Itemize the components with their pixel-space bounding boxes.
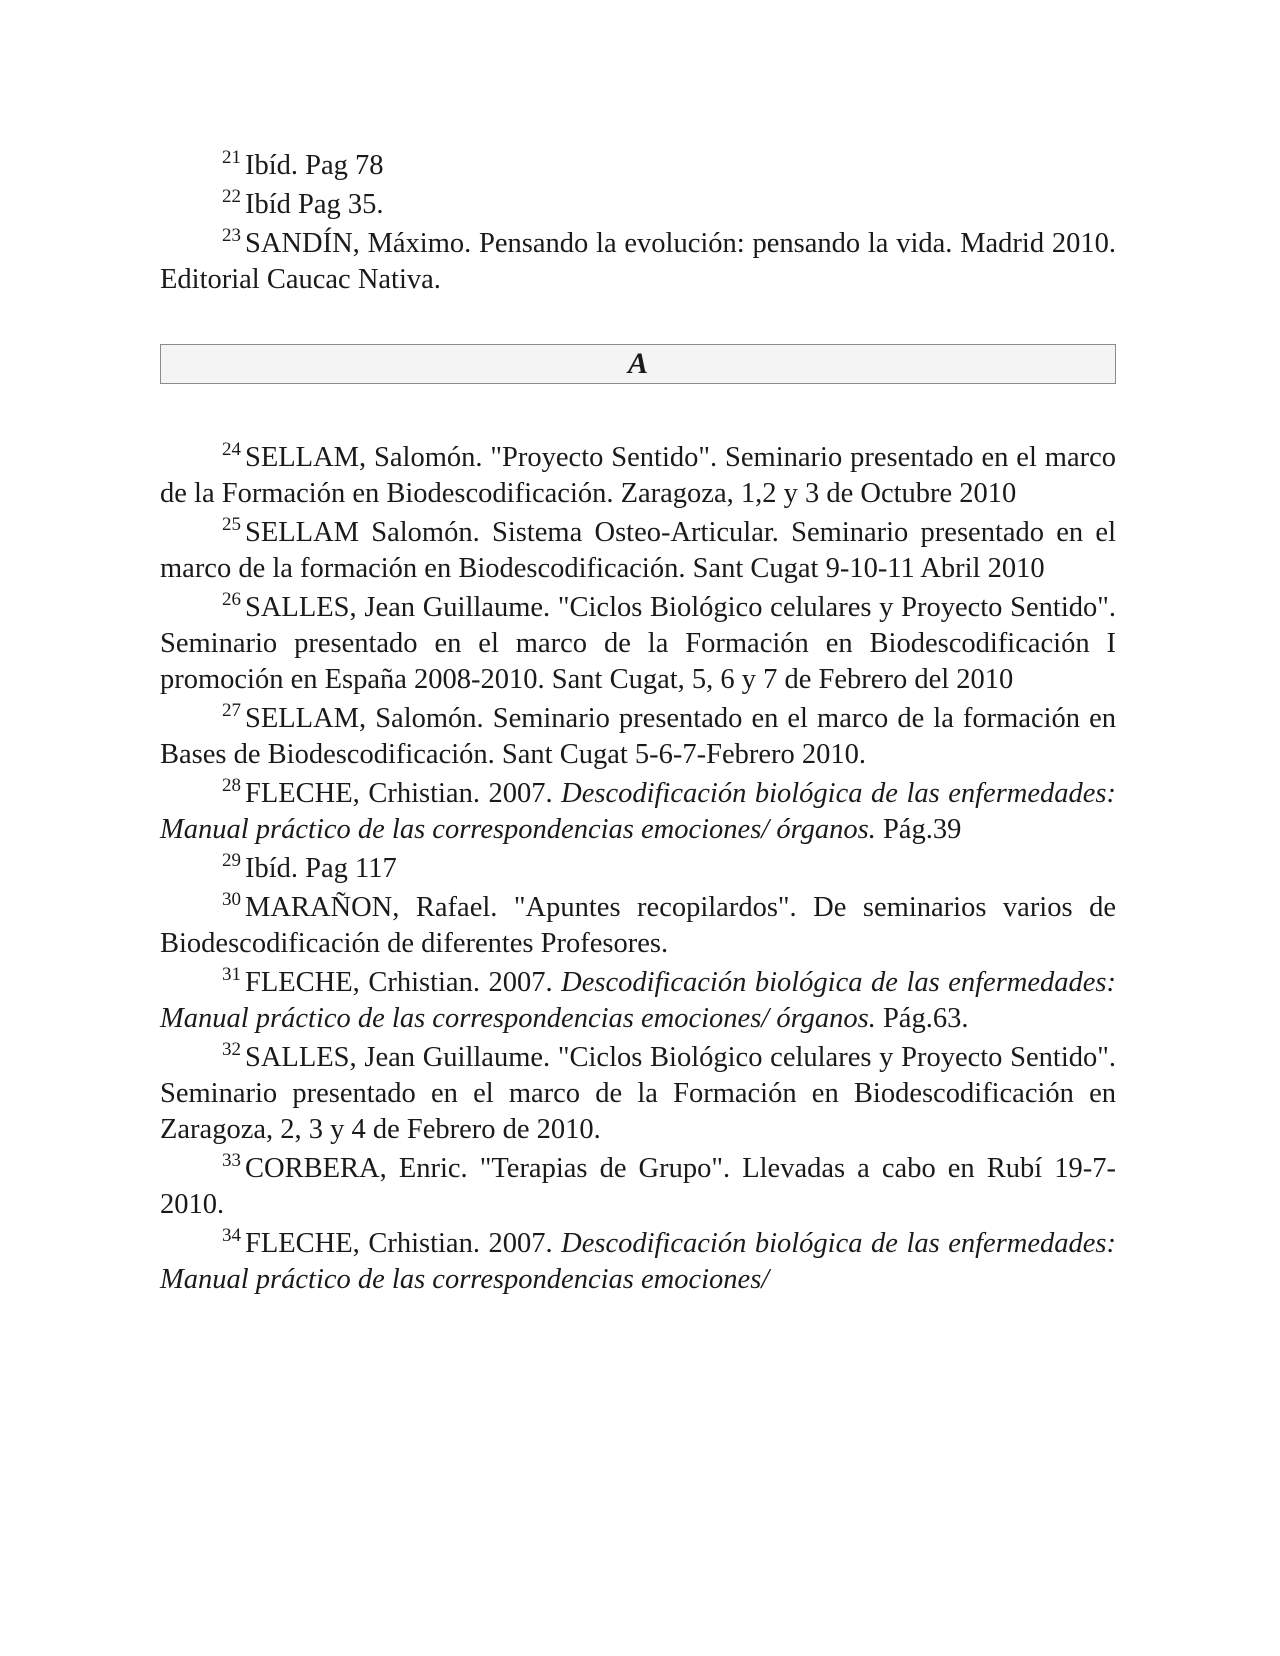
footnote-text: SELLAM Salomón. Sistema Osteo-Articular. Seminario presentado en el marco de la formación en Biodescodificación. Sant Cugat 9-10-11 Abril 2010: [160, 517, 1116, 584]
page-reference: Pág.39: [882, 814, 962, 845]
footnote-number: 30: [222, 889, 241, 910]
footnote-text: Ibíd Pag 35.: [245, 189, 384, 220]
book-title: Descodificación biológica de las enfermedades: Manual práctico de las correspondencias emociones/: [160, 1228, 1117, 1295]
footnote-33: [160, 1151, 1116, 1223]
document-page: [160, 148, 1116, 1301]
footnote-text: SALLES, Jean Guillaume. "Ciclos Biológico celulares y Proyecto Sentido". Seminario presentado en el marco de la Formación en Biodescodificación en Zaragoza, 2, 3 y 4 de Febrero de 2010.: [160, 1042, 1116, 1145]
footnote-number: 31: [222, 964, 241, 985]
footnote-text: Ibíd. Pag 78: [245, 150, 384, 181]
footnote-number: 25: [222, 514, 241, 535]
footnote-text: SELLAM, Salomón. Seminario presentado en el marco de la formación en Bases de Biodescodificación. Sant Cugat 5-6-7-Febrero 2010.: [160, 703, 1116, 770]
footnote-23: [160, 226, 1116, 298]
footnote-28: [160, 776, 1116, 848]
footnote-number: 24: [222, 439, 241, 460]
footnote-number: 22: [222, 186, 241, 207]
footnote-number: 32: [222, 1039, 241, 1060]
footnote-number: 33: [222, 1150, 241, 1171]
footnote-text: MARAÑON, Rafael. "Apuntes recopilardos". De seminarios varios de Biodescodificación de diferentes Profesores.: [160, 892, 1116, 959]
footnote-author: FLECHE, Crhistian. 2007.: [245, 778, 553, 809]
footnote-author: FLECHE, Crhistian. 2007.: [245, 967, 553, 998]
footnote-number: 23: [222, 225, 241, 246]
book-title: Descodificación biológica de las enfermedades: Manual práctico de las correspondencias emociones/ órganos.: [160, 778, 1117, 845]
footnote-24: [160, 440, 1116, 512]
footnote-34: [160, 1226, 1116, 1298]
footnote-27: [160, 701, 1116, 773]
footnote-number: 29: [222, 850, 241, 871]
book-title: Descodificación biológica de las enfermedades: Manual práctico de las correspondencias emociones/ órganos.: [160, 967, 1117, 1034]
footnote-text: SELLAM, Salomón. "Proyecto Sentido". Seminario presentado en el marco de la Formación en Biodescodificación. Zaragoza, 1,2 y 3 de Octubre 2010: [160, 442, 1116, 509]
section-letter-header: A: [160, 344, 1116, 384]
footnote-number: 27: [222, 700, 241, 721]
footnote-29: [160, 851, 1116, 887]
footnote-number: 34: [222, 1225, 241, 1246]
footnote-number: 26: [222, 589, 241, 610]
footnote-26: [160, 590, 1116, 698]
footnote-22: [160, 187, 1116, 223]
footnote-text: CORBERA, Enric. "Terapias de Grupo". Llevadas a cabo en Rubí 19-7-2010.: [160, 1153, 1116, 1220]
footnote-32: [160, 1040, 1116, 1148]
footnote-25: [160, 515, 1116, 587]
footnote-30: [160, 890, 1116, 962]
footnote-text: Ibíd. Pag 117: [245, 853, 397, 884]
footnote-21: [160, 148, 1116, 184]
footnote-number: 21: [222, 147, 241, 168]
footnote-text: SALLES, Jean Guillaume. "Ciclos Biológico celulares y Proyecto Sentido". Seminario presentado en el marco de la Formación en Biodescodificación I promoción en España 2008-2010. Sant Cugat, 5, 6 y 7 de Febrero del 2010: [160, 592, 1116, 695]
footnote-31: [160, 965, 1116, 1037]
footnote-number: 28: [222, 775, 241, 796]
page-reference: Pág.63.: [882, 1003, 969, 1034]
footnote-text: SANDÍN, Máximo. Pensando la evolución: pensando la vida. Madrid 2010. Editorial Caucac Nativa.: [160, 228, 1116, 295]
footnote-author: FLECHE, Crhistian. 2007.: [245, 1228, 553, 1259]
